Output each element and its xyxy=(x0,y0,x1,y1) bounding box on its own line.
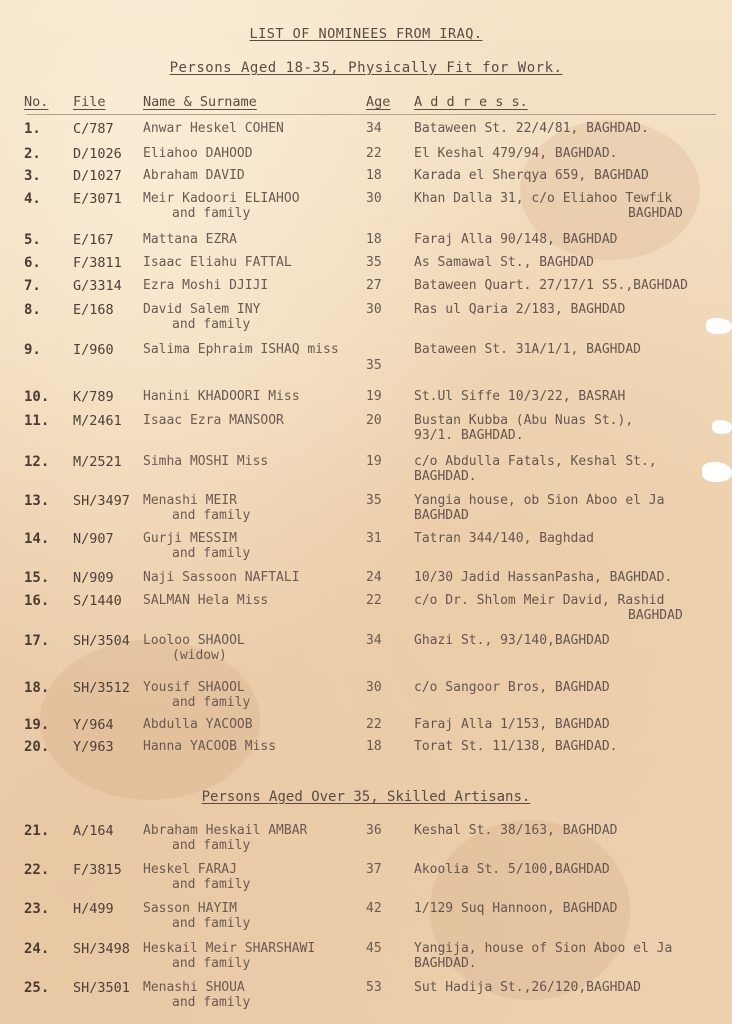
name-continuation: and family xyxy=(172,877,251,892)
address-text: Ghazi St., 93/140,BAGHDAD xyxy=(414,633,610,648)
address-text: Torat St. 11/138, BAGHDAD. xyxy=(414,739,618,754)
person-name: Naji Sassoon NAFTALI xyxy=(143,570,300,585)
row-number: 1. xyxy=(24,121,41,137)
address-text: 1/129 Suq Hannoon, BAGHDAD xyxy=(414,901,618,916)
address-text: Faraj Alla 90/148, BAGHDAD xyxy=(414,232,618,247)
age-value: 30 xyxy=(366,680,382,695)
row-number: 16. xyxy=(24,593,50,609)
age-value: 53 xyxy=(366,980,382,995)
column-header-name: Name & Surname xyxy=(143,94,257,110)
row-number: 18. xyxy=(24,680,50,696)
age-value: 30 xyxy=(366,191,382,206)
file-number: D/1027 xyxy=(73,168,122,184)
file-number: F/3815 xyxy=(73,862,122,878)
file-number: E/3071 xyxy=(73,191,122,207)
table-row xyxy=(0,862,732,896)
person-name: Abraham DAVID xyxy=(143,168,245,183)
row-number: 20. xyxy=(24,739,50,755)
age-value: 30 xyxy=(366,302,382,317)
file-number: SH/3512 xyxy=(73,680,130,696)
file-number: M/2461 xyxy=(73,413,122,429)
file-number: K/789 xyxy=(73,389,114,405)
file-number: S/1440 xyxy=(73,593,122,609)
address-text: Keshal St. 38/163, BAGHDAD xyxy=(414,823,618,838)
file-number: Y/963 xyxy=(73,739,114,755)
person-name: Yousif SHAOOL xyxy=(143,680,245,695)
file-number: A/164 xyxy=(73,823,114,839)
age-value: 24 xyxy=(366,570,382,585)
address-text: Bustan Kubba (Abu Nuas St.), xyxy=(414,413,634,428)
file-number: SH/3497 xyxy=(73,493,130,509)
table-row xyxy=(0,454,732,488)
row-number: 25. xyxy=(24,980,50,996)
age-value: 19 xyxy=(366,454,382,469)
row-number: 4. xyxy=(24,191,41,207)
age-value: 36 xyxy=(366,823,382,838)
file-number: M/2521 xyxy=(73,454,122,470)
person-name: Salima Ephraim ISHAQ miss xyxy=(143,342,339,357)
age-value: 18 xyxy=(366,739,382,754)
person-name: David Salem INY xyxy=(143,302,261,317)
name-continuation: and family xyxy=(172,317,251,332)
address-text: El Keshal 479/94, BAGHDAD. xyxy=(414,146,618,161)
table-row xyxy=(0,302,732,336)
age-value: 19 xyxy=(366,389,382,404)
person-name: Simha MOSHI Miss xyxy=(143,454,269,469)
person-name: Hanini KHADOORI Miss xyxy=(143,389,300,404)
address-text: St.Ul Siffe 10/3/22, BASRAH xyxy=(414,389,626,404)
file-number: SH/3501 xyxy=(73,980,130,996)
person-name: Heskail Meir SHARSHAWI xyxy=(143,941,316,956)
table-row xyxy=(0,823,732,857)
name-continuation: and family xyxy=(172,508,251,523)
address-text: c/o Abdulla Fatals, Keshal St., xyxy=(414,454,657,469)
table-row xyxy=(0,493,732,527)
column-header-file: File xyxy=(73,94,106,110)
person-name: Mattana EZRA xyxy=(143,232,237,247)
column-header-age: Age xyxy=(366,94,391,110)
age-value: 35 xyxy=(366,493,382,508)
file-number: D/1026 xyxy=(73,146,122,162)
person-name: SALMAN Hela Miss xyxy=(143,593,269,608)
file-number: SH/3504 xyxy=(73,633,130,649)
person-name: Meir Kadoori ELIAHOO xyxy=(143,191,300,206)
address-text: Tatran 344/140, Baghdad xyxy=(414,531,595,546)
person-name: Abdulla YACOOB xyxy=(143,717,253,732)
person-name: Sasson HAYIM xyxy=(143,901,237,916)
row-number: 5. xyxy=(24,232,41,248)
age-value: 35 xyxy=(366,255,382,270)
age-value: 35 xyxy=(366,358,382,373)
address-continuation: BAGHDAD xyxy=(414,508,469,523)
table-row xyxy=(0,680,732,714)
file-number: E/168 xyxy=(73,302,114,318)
address-text: Yangia house, ob Sion Aboo el Ja xyxy=(414,493,665,508)
age-value: 27 xyxy=(366,278,382,293)
file-number: G/3314 xyxy=(73,278,122,294)
address-text: Bataween St. 22/4/81, BAGHDAD. xyxy=(414,121,649,136)
name-continuation: and family xyxy=(172,546,251,561)
column-headers xyxy=(0,94,732,114)
name-continuation: and family xyxy=(172,838,251,853)
file-number: I/960 xyxy=(73,342,114,358)
person-name: Menashi MEIR xyxy=(143,493,237,508)
age-value: 22 xyxy=(366,146,382,161)
address-text: Yangija, house of Sion Aboo el Ja xyxy=(414,941,673,956)
table-row xyxy=(0,980,732,1014)
section1-heading: Persons Aged 18-35, Physically Fit for Work. xyxy=(169,60,563,76)
file-number: Y/964 xyxy=(73,717,114,733)
address-text: Khan Dalla 31, c/o Eliahoo Tewfik xyxy=(414,191,673,206)
age-value: 45 xyxy=(366,941,382,956)
person-name: Ezra Moshi DJIJI xyxy=(143,278,269,293)
row-number: 7. xyxy=(24,278,41,294)
row-number: 24. xyxy=(24,941,50,957)
row-number: 14. xyxy=(24,531,50,547)
person-name: Eliahoo DAHOOD xyxy=(143,146,253,161)
column-header-no: No. xyxy=(24,94,49,110)
age-value: 37 xyxy=(366,862,382,877)
address-text: Karada el Sherqya 659, BAGHDAD xyxy=(414,168,649,183)
age-value: 22 xyxy=(366,717,382,732)
address-text: c/o Sangoor Bros, BAGHDAD xyxy=(414,680,610,695)
address-continuation: BAGHDAD. xyxy=(414,956,477,971)
person-name: Isaac Eliahu FATTAL xyxy=(143,255,292,270)
table-row xyxy=(0,413,732,447)
address-text: Bataween St. 31A/1/1, BAGHDAD xyxy=(414,342,641,357)
file-number: H/499 xyxy=(73,901,114,917)
name-continuation: and family xyxy=(172,206,251,221)
row-number: 3. xyxy=(24,168,41,184)
address-continuation: BAGHDAD. xyxy=(414,469,477,484)
file-number: F/3811 xyxy=(73,255,122,271)
file-number: E/167 xyxy=(73,232,114,248)
address-text: Akoolia St. 5/100,BAGHDAD xyxy=(414,862,610,877)
row-number: 13. xyxy=(24,493,50,509)
name-continuation: (widow) xyxy=(172,648,227,663)
person-name: Hanna YACOOB Miss xyxy=(143,739,277,754)
header-rule xyxy=(26,114,716,115)
row-number: 2. xyxy=(24,146,41,162)
address-text: Faraj Alla 1/153, BAGHDAD xyxy=(414,717,610,732)
file-number: N/909 xyxy=(73,570,114,586)
row-number: 10. xyxy=(24,389,50,405)
address-continuation: 93/1. BAGHDAD. xyxy=(414,428,524,443)
person-name: Isaac Ezra MANSOOR xyxy=(143,413,284,428)
table-row xyxy=(0,593,732,627)
address-text: Ras ul Qaria 2/183, BAGHDAD xyxy=(414,302,626,317)
person-name: Looloo SHAOOL xyxy=(143,633,245,648)
row-number: 17. xyxy=(24,633,50,649)
age-value: 22 xyxy=(366,593,382,608)
table-row xyxy=(0,941,732,975)
address-text: 10/30 Jadid HassanPasha, BAGHDAD. xyxy=(414,570,673,585)
row-number: 15. xyxy=(24,570,50,586)
age-value: 18 xyxy=(366,232,382,247)
age-value: 42 xyxy=(366,901,382,916)
name-continuation: and family xyxy=(172,995,251,1010)
age-value: 34 xyxy=(366,121,382,136)
address-continuation: BAGHDAD xyxy=(628,206,683,221)
table-row xyxy=(0,633,732,667)
name-continuation: and family xyxy=(172,695,251,710)
age-value: 31 xyxy=(366,531,382,546)
table-row xyxy=(0,342,732,376)
file-number: N/907 xyxy=(73,531,114,547)
file-number: C/787 xyxy=(73,121,114,137)
name-continuation: and family xyxy=(172,956,251,971)
person-name: Gurji MESSIM xyxy=(143,531,237,546)
address-text: As Samawal St., BAGHDAD xyxy=(414,255,595,270)
file-number: SH/3498 xyxy=(73,941,130,957)
age-value: 34 xyxy=(366,633,382,648)
person-name: Abraham Heskail AMBAR xyxy=(143,823,308,838)
column-header-address: A d d r e s s. xyxy=(414,94,528,110)
person-name: Anwar Heskel COHEN xyxy=(143,121,284,136)
row-number: 19. xyxy=(24,717,50,733)
row-number: 12. xyxy=(24,454,50,470)
age-value: 18 xyxy=(366,168,382,183)
document-title: LIST OF NOMINEES FROM IRAQ. xyxy=(249,26,483,42)
person-name: Heskel FARAJ xyxy=(143,862,237,877)
age-value: 20 xyxy=(366,413,382,428)
row-number: 9. xyxy=(24,342,41,358)
table-row xyxy=(0,739,732,773)
row-number: 6. xyxy=(24,255,41,271)
row-number: 22. xyxy=(24,862,50,878)
table-row xyxy=(0,191,732,225)
name-continuation: and family xyxy=(172,916,251,931)
section2-heading: Persons Aged Over 35, Skilled Artisans. xyxy=(201,789,531,805)
table-row xyxy=(0,901,732,935)
address-text: Bataween Quart. 27/17/1 S5.,BAGHDAD xyxy=(414,278,688,293)
row-number: 23. xyxy=(24,901,50,917)
person-name: Menashi SHOUA xyxy=(143,980,245,995)
row-number: 11. xyxy=(24,413,50,429)
table-row xyxy=(0,531,732,565)
row-number: 21. xyxy=(24,823,50,839)
address-text: Sut Hadija St.,26/120,BAGHDAD xyxy=(414,980,641,995)
row-number: 8. xyxy=(24,302,41,318)
address-continuation: BAGHDAD xyxy=(628,608,683,623)
address-text: c/o Dr. Shlom Meir David, Rashid xyxy=(414,593,665,608)
